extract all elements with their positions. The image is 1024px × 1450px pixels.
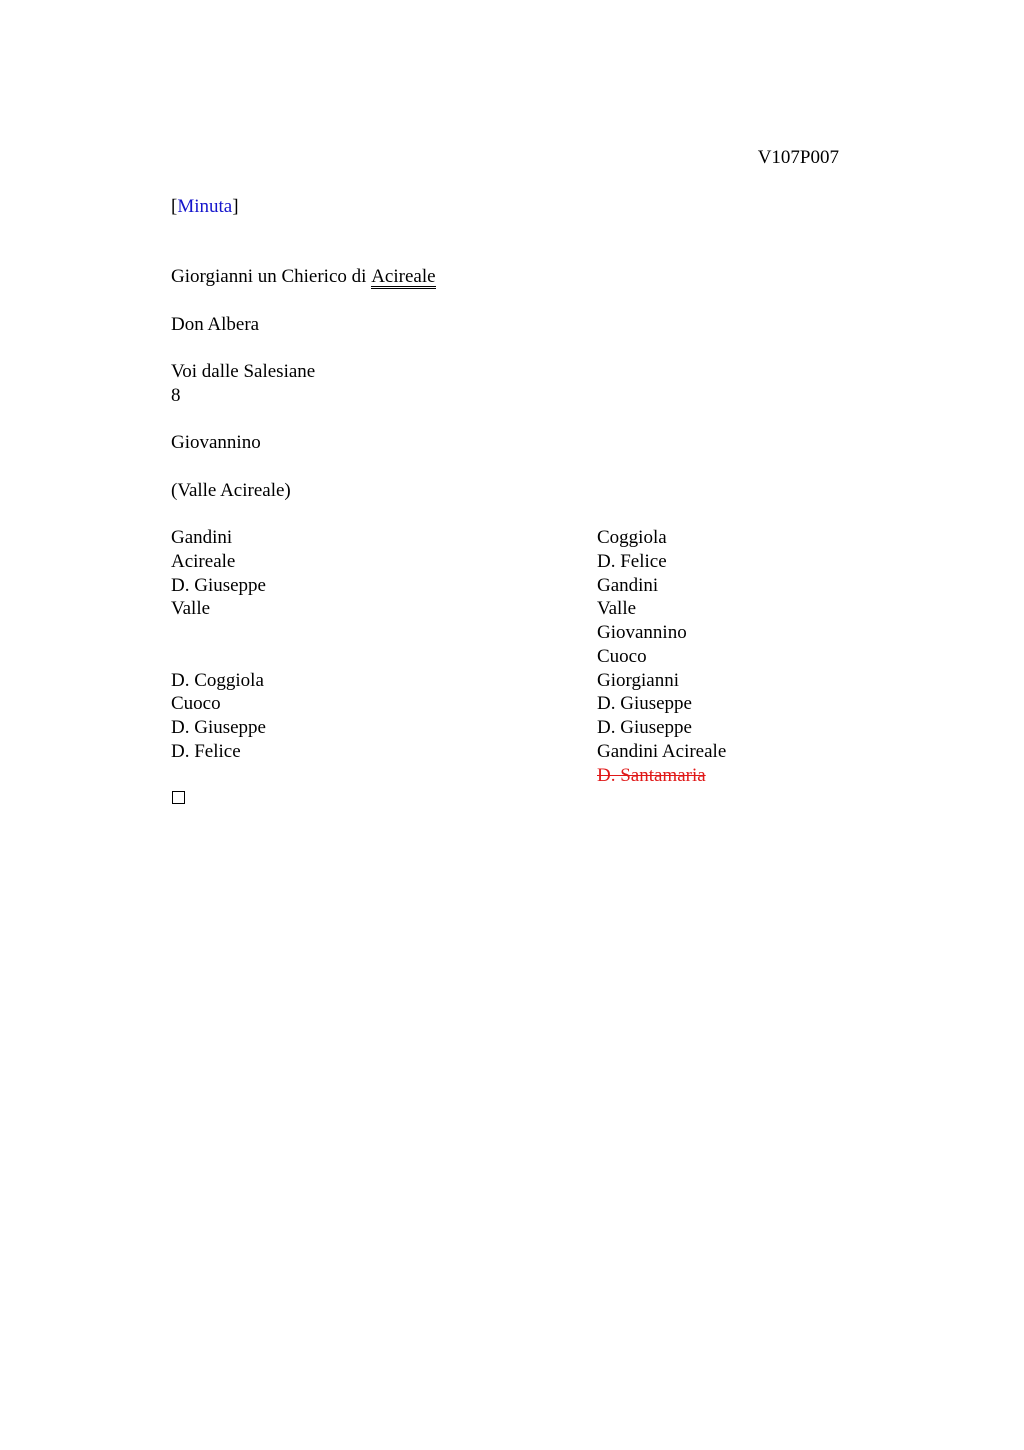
document-reference: V107P007 (757, 147, 839, 168)
right-column-item: D. Giuseppe (597, 693, 692, 714)
struck-item: D. Santamaria (597, 765, 706, 786)
empty-square-icon (172, 791, 185, 804)
left-column-item: D. Coggiola (171, 670, 264, 691)
right-column-item: D. Felice (597, 551, 667, 572)
minuta-open-bracket: [ (171, 196, 178, 217)
left-column-item: D. Giuseppe (171, 575, 266, 596)
left-column-item: D. Felice (171, 741, 241, 762)
left-column-item: Gandini (171, 527, 233, 548)
minuta-label: Minuta (177, 196, 233, 217)
right-column-item: Cuoco (597, 646, 647, 667)
giorgianni-line-text: Giorgianni un Chierico di (171, 266, 372, 287)
giorgianni-line (171, 265, 436, 289)
acireale-underlined: Acireale (371, 266, 436, 287)
left-column-item: Acireale (171, 551, 236, 572)
right-column-item: Gandini (597, 575, 659, 596)
right-column-item: Valle (597, 598, 637, 619)
right-column-item: Giovannino (597, 622, 687, 643)
minuta-heading (171, 195, 239, 219)
right-column-item: Giorgianni (597, 670, 679, 691)
number-line: 8 (171, 385, 181, 406)
don-albera-line: Don Albera (171, 314, 260, 335)
minuta-close-bracket: ] (232, 196, 239, 217)
salesiane-line: Voi dalle Salesiane (171, 361, 316, 382)
left-column-item: Cuoco (171, 693, 221, 714)
right-column-item: Coggiola (597, 527, 667, 548)
left-column-item: D. Giuseppe (171, 717, 266, 738)
left-column-item: Valle (171, 598, 211, 619)
right-column-item: Gandini Acireale (597, 741, 727, 762)
valle-acireale-line: (Valle Acireale) (171, 480, 291, 501)
giovannino-line: Giovannino (171, 432, 261, 453)
right-column-item: D. Giuseppe (597, 717, 692, 738)
